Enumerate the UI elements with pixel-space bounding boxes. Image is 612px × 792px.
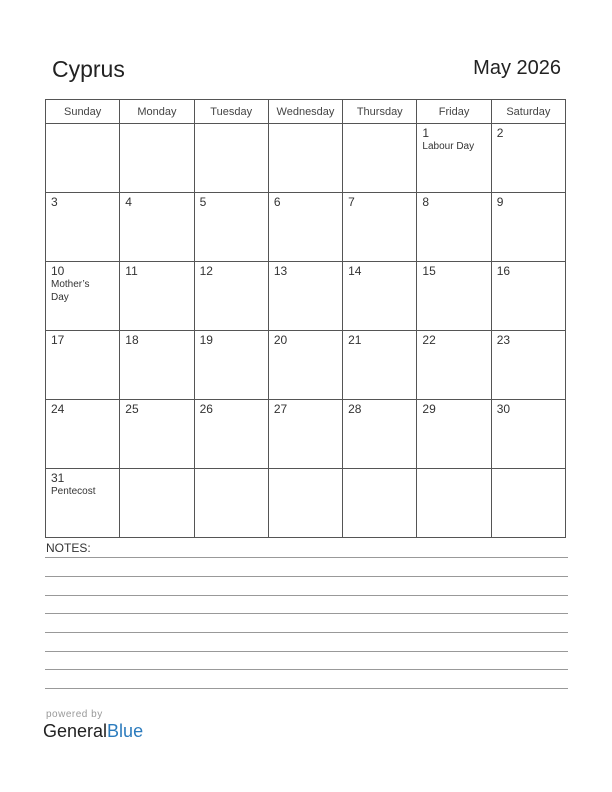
calendar-day-cell[interactable] (343, 400, 417, 469)
day-number: 1 (422, 126, 430, 140)
calendar-day-cell[interactable] (120, 331, 194, 400)
calendar-day-cell[interactable] (343, 124, 417, 193)
holiday-label: Labour Day (422, 141, 475, 152)
day-number: 23 (496, 333, 511, 347)
day-number: 17 (51, 333, 65, 347)
weekday-monday: Monday (120, 100, 194, 124)
notes-line (45, 613, 568, 614)
day-number: 8 (422, 195, 430, 209)
notes-line (45, 688, 568, 689)
country-title: Cyprus (52, 56, 125, 82)
day-number: 28 (348, 402, 362, 416)
calendar-day-cell[interactable] (46, 124, 120, 193)
day-number: 6 (273, 195, 281, 209)
calendar-day-cell[interactable] (491, 262, 565, 331)
calendar-day-cell[interactable] (491, 331, 565, 400)
calendar-day-cell[interactable] (194, 400, 268, 469)
day-number: 24 (51, 402, 65, 416)
day-number: 22 (422, 333, 436, 347)
day-number: 4 (125, 195, 132, 209)
calendar-day-cell[interactable] (194, 331, 268, 400)
day-number: 16 (496, 264, 511, 278)
weekday-thursday: Thursday (343, 100, 417, 124)
notes-line (45, 632, 568, 633)
calendar-day-cell[interactable] (46, 331, 120, 400)
calendar-body (46, 124, 566, 538)
calendar-day-cell[interactable] (46, 469, 120, 538)
calendar-week-row (46, 400, 566, 469)
calendar-day-cell[interactable] (268, 193, 342, 262)
day-number: 31 (51, 471, 65, 485)
calendar-day-cell[interactable] (194, 262, 268, 331)
calendar-day-cell[interactable] (343, 262, 417, 331)
day-number: 5 (199, 195, 207, 209)
calendar-day-cell[interactable] (120, 124, 194, 193)
day-number: 29 (422, 402, 436, 416)
weekday-sunday: Sunday (46, 100, 120, 124)
generalblue-logo[interactable] (43, 721, 143, 742)
notes-line (45, 557, 568, 558)
notes-line (45, 651, 568, 652)
day-number: 10 (51, 264, 65, 278)
day-number: 2 (496, 126, 504, 140)
calendar-day-cell[interactable] (491, 193, 565, 262)
calendar-day-cell[interactable] (268, 469, 342, 538)
day-number: 9 (496, 195, 504, 209)
day-number: 25 (125, 402, 139, 416)
day-number: 11 (125, 264, 138, 278)
day-number: 21 (348, 333, 362, 347)
weekday-tuesday: Tuesday (194, 100, 268, 124)
month-year-title: May 2026 (473, 57, 561, 79)
calendar-week-row (46, 193, 566, 262)
calendar-day-cell[interactable] (491, 400, 565, 469)
calendar-grid (45, 99, 566, 538)
calendar-week-row (46, 331, 566, 400)
calendar-day-cell[interactable] (46, 193, 120, 262)
day-number: 27 (273, 402, 288, 416)
calendar-day-cell[interactable] (417, 262, 491, 331)
day-number: 3 (51, 195, 58, 209)
day-number: 19 (199, 333, 213, 347)
calendar-day-cell[interactable] (417, 400, 491, 469)
brand-blue: Blue (107, 721, 144, 741)
notes-line (45, 595, 568, 596)
holiday-label: Mother’s Day (51, 279, 90, 303)
day-number: 18 (125, 333, 139, 347)
notes-line (45, 576, 568, 577)
day-number: 14 (348, 264, 362, 278)
calendar-day-cell[interactable] (46, 400, 120, 469)
weekday-header-row (46, 100, 566, 124)
calendar-day-cell[interactable] (268, 124, 342, 193)
notes-label: NOTES: (46, 541, 91, 555)
calendar-day-cell[interactable] (491, 124, 565, 193)
calendar-day-cell[interactable] (417, 124, 491, 193)
weekday-saturday: Saturday (491, 100, 565, 124)
calendar-day-cell[interactable] (194, 124, 268, 193)
day-number: 15 (422, 264, 436, 278)
calendar-day-cell[interactable] (268, 400, 342, 469)
calendar-day-cell[interactable] (194, 469, 268, 538)
calendar-day-cell[interactable] (194, 193, 268, 262)
calendar-day-cell[interactable] (491, 469, 565, 538)
day-number: 30 (496, 402, 511, 416)
calendar-day-cell[interactable] (46, 262, 120, 331)
calendar-day-cell[interactable] (120, 193, 194, 262)
calendar-week-row (46, 262, 566, 331)
calendar-day-cell[interactable] (343, 331, 417, 400)
calendar-day-cell[interactable] (417, 193, 491, 262)
calendar-week-row (46, 124, 566, 193)
calendar-day-cell[interactable] (417, 469, 491, 538)
calendar-day-cell[interactable] (268, 331, 342, 400)
day-number: 20 (273, 333, 288, 347)
weekday-friday: Friday (417, 100, 491, 124)
calendar-day-cell[interactable] (343, 469, 417, 538)
calendar-week-row (46, 469, 566, 538)
day-number: 7 (348, 195, 355, 209)
calendar-day-cell[interactable] (417, 331, 491, 400)
calendar-day-cell[interactable] (268, 262, 342, 331)
holiday-label: Pentecost (51, 486, 96, 497)
calendar-day-cell[interactable] (120, 469, 194, 538)
calendar-day-cell[interactable] (120, 262, 194, 331)
day-number: 13 (273, 264, 288, 278)
calendar-day-cell[interactable] (343, 193, 417, 262)
calendar-day-cell[interactable] (120, 400, 194, 469)
weekday-wednesday: Wednesday (268, 100, 342, 124)
day-number: 12 (199, 264, 213, 278)
brand-general: General (43, 721, 108, 741)
powered-by-text: powered by (46, 709, 103, 720)
notes-line (45, 669, 568, 670)
day-number: 26 (199, 402, 213, 416)
